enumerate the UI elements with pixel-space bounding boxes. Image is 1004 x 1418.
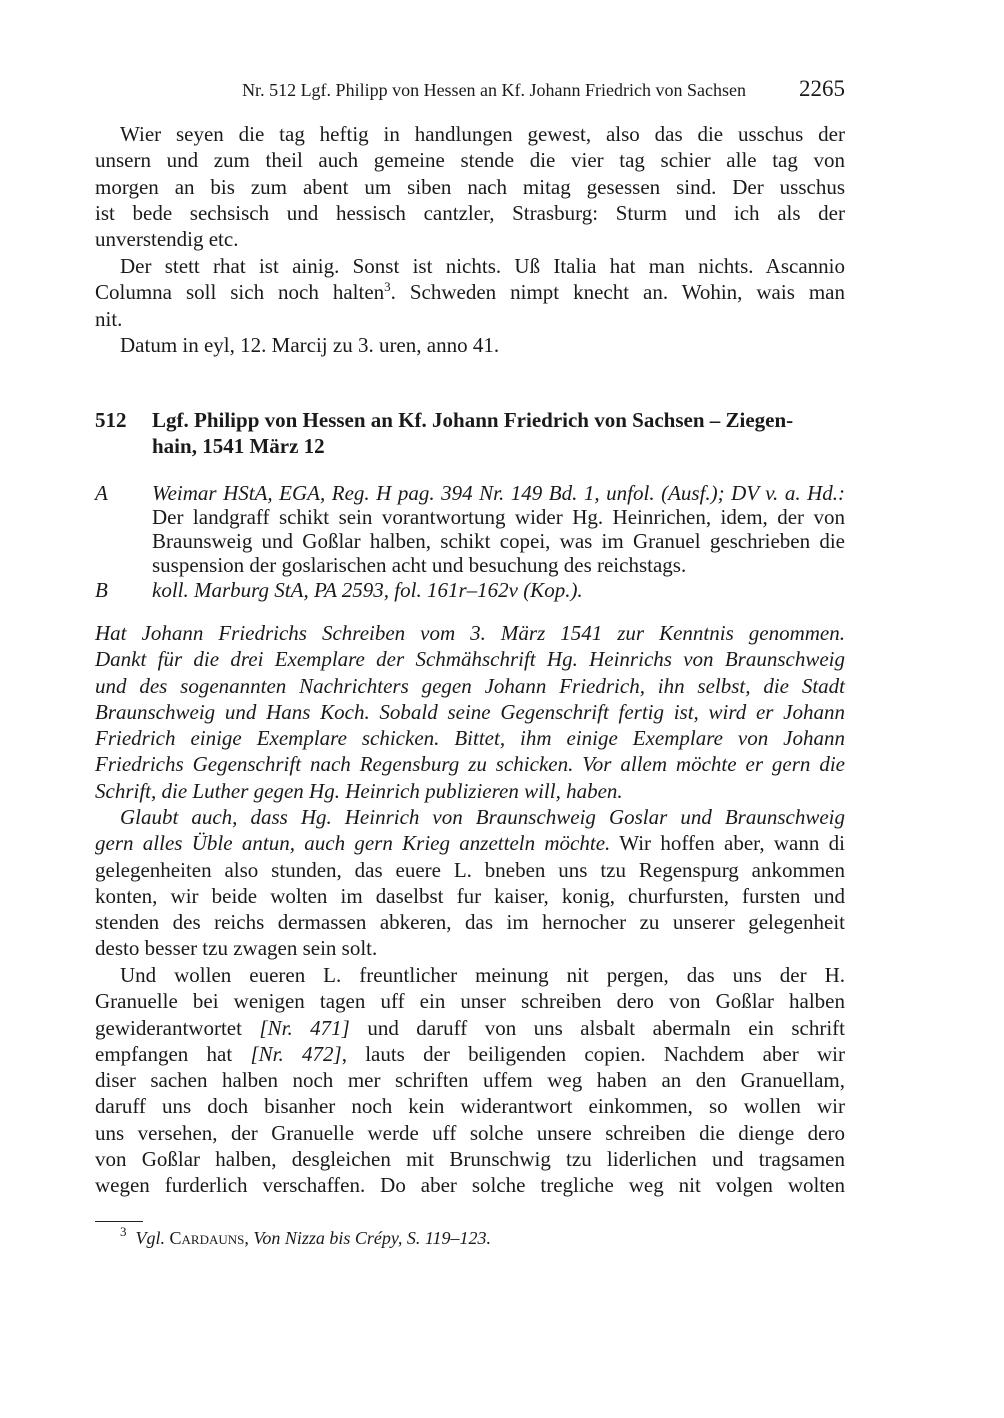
text-segment: von Goßlar halben, desgleichen mit Brunschwig tzu liderlichen und tragsamen — [95, 1147, 845, 1172]
text-line — [95, 1041, 845, 1067]
text-segment: Columna soll sich noch halten — [95, 280, 385, 305]
text-segment: Friedrich einige Exemplare schicken. Bittet, ihm einige Exemplare von Johann — [95, 726, 845, 751]
paragraph-body-2 — [95, 962, 845, 1199]
source-entry-b — [95, 578, 845, 602]
text-line — [95, 883, 845, 909]
text-line — [95, 857, 845, 883]
text-segment: empfangen hat — [95, 1041, 251, 1066]
text-line — [95, 699, 845, 725]
text-segment: morgen an bis zum abent um siben nach mitag gesessen sind. Der usschus — [95, 174, 845, 199]
text-segment: Friedrichs Gegenschrift nach Regensburg zu schicken. Vor allem möchte er gern die — [95, 752, 845, 777]
footnote-rule — [95, 1221, 143, 1222]
text-segment: gelegenheiten also stunden, das euere L. bneben uns tzu Regenspurg ankommen — [95, 857, 845, 882]
text-line — [95, 1172, 845, 1198]
text-segment: stenden des reichs dermassen abkeren, das im hernocher zu unserer gelegenheit — [95, 910, 845, 935]
footnote-marker: 3 — [384, 279, 391, 295]
text-line — [95, 778, 845, 804]
text-segment: Braunschweig und Hans Koch. Sobald seine Gegenschrift fertig ist, wird er Johann — [95, 699, 845, 724]
document-title-line: hain, 1541 März 12 — [152, 434, 325, 459]
paragraph-news — [95, 253, 845, 332]
text-segment: diser sachen halben noch mer schriften uffem weg haben an den Granuellam, — [95, 1068, 845, 1093]
text-segment: Der landgraff schikt sein vorantwortung wider Hg. Heinrichen, idem, der von — [152, 505, 845, 529]
text-line — [95, 200, 845, 226]
document-number: 512 — [95, 408, 127, 432]
paragraph-closing-letter — [95, 121, 845, 252]
text-line — [95, 1093, 845, 1119]
text-line — [95, 1015, 845, 1041]
source-entry-a — [95, 481, 845, 577]
text-line — [95, 909, 845, 935]
text-line — [95, 279, 845, 305]
text-segment: daruff uns doch bisanher noch kein widerantwort einkommen, so wollen wir — [95, 1094, 845, 1119]
text-segment: und daruff von uns alsbalt abermaln ein schrift — [349, 1015, 845, 1040]
text-segment: Der stett rhat ist ainig. Sonst ist nichts. Uß Italia hat man nichts. Ascannio — [120, 254, 845, 278]
text-segment: Cardauns, — [169, 1228, 249, 1248]
source-text — [152, 578, 845, 602]
running-header: Nr. 512 Lgf. Philipp von Hessen an Kf. Johann Friedrich von Sachsen — [242, 80, 746, 100]
text-line — [95, 935, 845, 961]
text-line — [95, 620, 845, 646]
text-segment: Granuelle bei wenigen tagen uff ein unser schreiben dero von Goßlar halben — [95, 989, 845, 1014]
text-line — [95, 646, 845, 672]
text-segment: Schrift, die Luther gegen Hg. Heinrich publizieren will, haben. — [95, 778, 623, 803]
text-segment: Und wollen eueren L. freuntlicher meinung nit pergen, das uns der H. — [120, 963, 845, 987]
paragraph-date — [95, 332, 845, 358]
footnote — [120, 1224, 492, 1249]
text-segment: Glaubt auch, dass Hg. Heinrich von Braunschweig Goslar und Braunschweig — [120, 805, 845, 829]
text-segment: Wier seyen die tag heftig in handlungen gewest, also das die usschus der — [120, 122, 845, 146]
paragraph-body-1 — [95, 804, 845, 962]
text-segment: Vgl. — [135, 1228, 165, 1248]
text-segment: koll. Marburg StA, PA 2593, fol. 161r–162v (Kop.). — [152, 578, 583, 602]
text-line — [95, 147, 845, 173]
document-title-line: Lgf. Philipp von Hessen an Kf. Johann Friedrich von Sachsen – Ziegen- — [152, 408, 794, 432]
text-line — [95, 226, 845, 252]
text-segment: , lauts der beiligenden copien. Nachdem aber wir — [341, 1041, 846, 1066]
source-label: A — [95, 481, 108, 505]
text-line — [152, 578, 845, 602]
text-segment: und des sogenannten Nachrichters gegen Johann Friedrich, ihn selbst, die Stadt — [95, 673, 845, 698]
text-line — [95, 673, 845, 699]
text-line — [152, 553, 845, 577]
text-line — [95, 121, 845, 147]
text-line — [95, 1120, 845, 1146]
text-segment: uns versehen, der Granuelle werde uff solche unsere schreiben die dienge dero — [95, 1120, 845, 1145]
text-segment — [127, 1228, 136, 1248]
text-segment: konten, wir beide wolten im daselbst fur kaiser, konig, churfursten, fursten und — [95, 883, 845, 908]
text-segment: Braunsweig und Goßlar halben, schikt copei, was im Granuel geschrieben die — [152, 529, 845, 553]
text-line — [95, 253, 845, 279]
text-segment: Dankt für die drei Exemplare der Schmähschrift Hg. Heinrichs von Braunschweig — [95, 647, 845, 672]
text-line — [95, 725, 845, 751]
text-segment: nit. — [95, 306, 123, 331]
summary-regest — [95, 620, 845, 804]
text-segment: unsern und zum theil auch gemeine stende die vier tag schier alle tag von — [95, 148, 845, 173]
text-segment: Von Nizza bis Crépy, S. 119–123. — [253, 1228, 492, 1248]
text-segment: desto besser tzu zwagen sein solt. — [95, 936, 378, 961]
text-segment: Wir hoffen aber, wann di — [610, 831, 845, 856]
source-label: B — [95, 578, 108, 602]
footnote-marker: 3 — [120, 1224, 127, 1239]
text-line — [95, 332, 845, 358]
text-segment: gewiderantwortet — [95, 1015, 260, 1040]
text-line — [95, 174, 845, 200]
source-text — [152, 481, 845, 577]
text-segment: Weimar HStA, EGA, Reg. H pag. 394 Nr. 149 Bd. 1, unfol. (Ausf.); DV v. a. Hd.: — [152, 481, 845, 505]
text-segment: [Nr. 471] — [259, 1015, 350, 1040]
text-line — [95, 1146, 845, 1172]
text-line — [95, 1067, 845, 1093]
text-segment: unverstendig etc. — [95, 227, 239, 252]
text-line — [95, 962, 845, 988]
text-line — [152, 481, 845, 505]
text-segment: . Schweden nimpt knecht an. Wohin, wais man — [390, 280, 845, 305]
text-line — [95, 804, 845, 830]
text-segment: wegen furderlich verschaffen. Do aber solche tregliche weg nit volgen wolten — [95, 1173, 845, 1198]
text-line — [95, 988, 845, 1014]
document-heading — [95, 407, 845, 460]
text-segment: suspension der goslarischen acht und besuchung des reichstags. — [152, 553, 687, 577]
text-line — [152, 505, 845, 529]
page-number: 2265 — [799, 76, 845, 101]
text-line — [95, 830, 845, 856]
text-segment: Datum in eyl, 12. Marcij zu 3. uren, anno 41. — [120, 333, 500, 357]
text-segment: ist bede sechsisch und hessisch cantzler, Strasburg: Sturm und ich als der — [95, 200, 845, 225]
text-segment: Hat Johann Friedrichs Schreiben vom 3. März 1541 zur Kenntnis genommen. — [95, 621, 845, 645]
text-segment: gern alles Üble antun, auch gern Krieg anzetteln möchte. — [95, 831, 611, 856]
text-line — [95, 306, 845, 332]
text-line — [95, 751, 845, 777]
text-segment: [Nr. 472] — [250, 1041, 342, 1066]
text-line — [152, 529, 845, 553]
